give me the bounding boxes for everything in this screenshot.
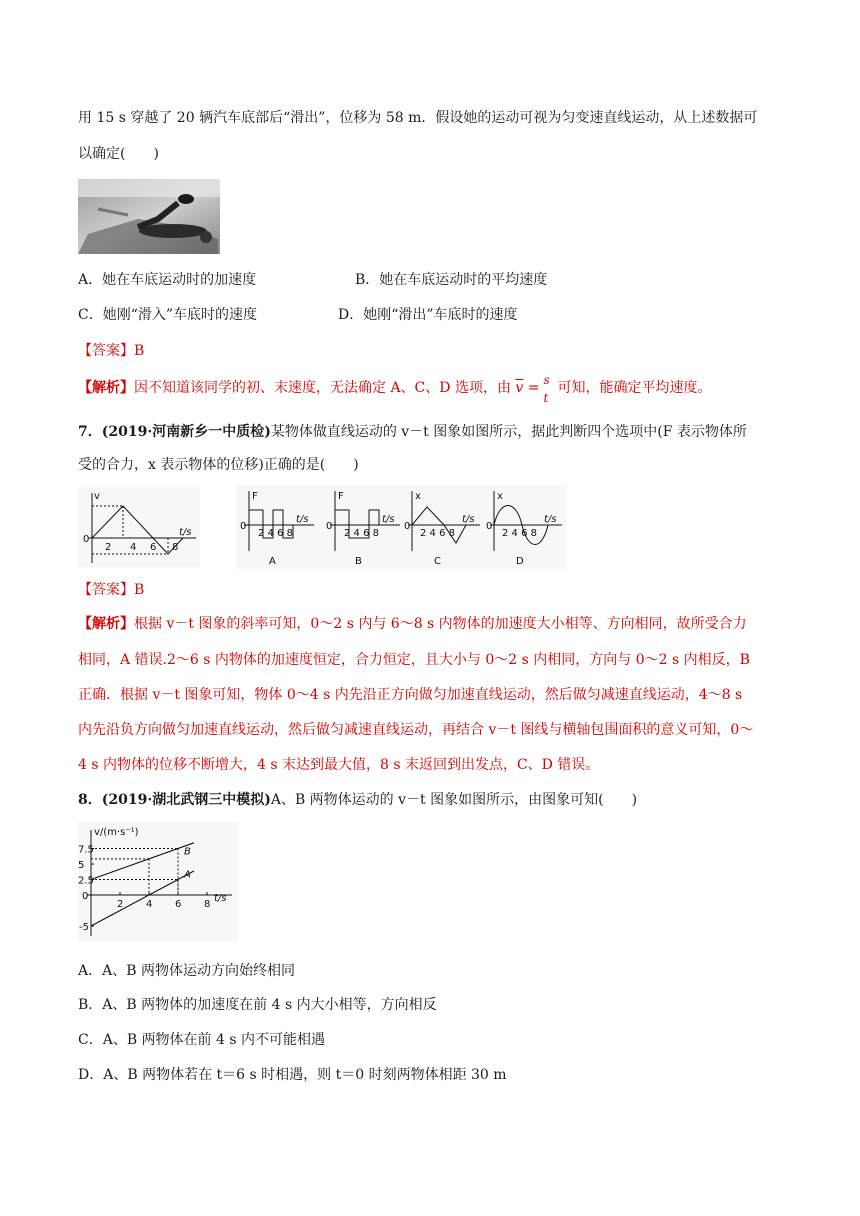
q7-option-graphs bbox=[236, 485, 566, 569]
q7-main-origin: 0 bbox=[83, 534, 90, 545]
q7-b-ticks: 2 4 6 8 bbox=[344, 528, 379, 539]
q7-header: 7．(2019·河南新乡一中质检) bbox=[78, 424, 271, 440]
q6-stem-line2: 以确定( ) bbox=[78, 146, 159, 162]
q7-stem-line2: 受的合力，x 表示物体的位移)正确的是( ) bbox=[78, 457, 359, 473]
q8-origin: 0 bbox=[82, 891, 89, 902]
q7-b-xlabel: t/s bbox=[382, 514, 395, 525]
q7-vt-graph bbox=[78, 487, 200, 567]
q6-option-b: B．她在车底运动时的平均速度 bbox=[355, 272, 548, 288]
q7-analysis-line1 bbox=[78, 614, 747, 634]
q7-d-origin: 0 bbox=[486, 521, 493, 532]
q6-stem-line1: 用 15 s 穿越了 20 辆汽车底部后“滑出”，位移为 58 m．假设她的运动可视为匀变速直线运动，从上述数据可 bbox=[78, 110, 758, 126]
q6-option-c: C．她刚“滑入”车底时的速度 bbox=[78, 307, 258, 323]
q6-analysis bbox=[78, 373, 712, 405]
q8-series-label-B: B bbox=[184, 846, 191, 858]
q7-main-ylabel: v bbox=[94, 491, 100, 502]
q7-c-xlabel: t/s bbox=[462, 514, 475, 525]
q7-main-tick-8: 8 bbox=[172, 542, 179, 553]
q7-a-ylabel: F bbox=[252, 491, 258, 502]
q8-stem-text: A、B 两物体运动的 v－t 图象如图所示，由图象可知( ) bbox=[270, 792, 638, 808]
q7-d-ylabel: x bbox=[497, 491, 503, 502]
q8-vt-chart bbox=[78, 822, 238, 942]
q6-option-a: A．她在车底运动时的加速度 bbox=[78, 272, 257, 288]
q7-a-origin: 0 bbox=[240, 521, 247, 532]
q7-answer: 【答案】B bbox=[78, 582, 145, 598]
q7-a-xlabel: t/s bbox=[296, 514, 309, 525]
q8-x-tick-label: 8 bbox=[204, 899, 211, 910]
q8-option-c: C．A、B 两物体在前 4 s 内不可能相遇 bbox=[78, 1032, 326, 1048]
q6-formula-eq: = bbox=[527, 380, 540, 396]
q6-formula-fraction bbox=[540, 373, 558, 405]
q8-y-tick-label: -5 bbox=[79, 922, 89, 933]
q8-y-tick-label: 7.5 bbox=[78, 844, 94, 856]
q7-analysis-text1: 根据 v－t 图象的斜率可知，0～2 s 内与 6～8 s 内物体的加速度大小相等、方向相同，故所受合力 bbox=[134, 616, 747, 632]
q7-analysis-line2: 相同，A 错误.2～6 s 内物体的加速度恒定，合力恒定，且大小与 0～2 s 内相同，方向与 0～2 s 内相反，B bbox=[78, 652, 750, 668]
q6-photo bbox=[78, 179, 220, 254]
q7-main-tick-4: 4 bbox=[130, 542, 137, 553]
q7-d-xlabel: t/s bbox=[544, 514, 557, 525]
q6-analysis-tag: 【解析】 bbox=[78, 380, 134, 396]
q6-answer: 【答案】B bbox=[78, 343, 145, 359]
q8-series-label-A: A bbox=[184, 869, 191, 881]
q7-c-origin: 0 bbox=[404, 521, 411, 532]
q7-a-ticks: 2 4 6 8 bbox=[258, 528, 293, 539]
q7-analysis-line5: 4 s 内物体的位移不断增大，4 s 末达到最大值，8 s 末返回到出发点，C、D 错误。 bbox=[78, 757, 600, 773]
q7-stem-text1: 某物体做直线运动的 v－t 图象如图所示，据此判断四个选项中(F 表示物体所 bbox=[270, 424, 747, 440]
q8-header: 8．(2019·湖北武钢三中模拟) bbox=[78, 792, 271, 808]
q8-x-tick-label: 4 bbox=[146, 899, 153, 910]
q7-a-letter: A bbox=[269, 556, 276, 567]
q8-stem bbox=[78, 790, 637, 810]
q6-option-d: D．她刚“滑出”车底时的速度 bbox=[338, 307, 518, 323]
q7-analysis-line4: 内先沿负方向做匀加速直线运动，然后做匀减速直线运动，再结合 v－t 图线与横轴包围面积的意义可知，0～ bbox=[78, 722, 754, 738]
q8-x-tick-label: 2 bbox=[117, 899, 124, 910]
q7-main-tick-2: 2 bbox=[105, 542, 112, 553]
q8-y-tick-label: 2.5 bbox=[78, 875, 94, 887]
q6-formula-num: s bbox=[543, 373, 550, 387]
q7-stem-line1 bbox=[78, 422, 747, 442]
q6-formula-den: t bbox=[543, 391, 549, 405]
q8-y-tick-label: 5 bbox=[78, 860, 85, 871]
q6-analysis-post: 可知，能确定平均速度。 bbox=[557, 380, 712, 396]
q7-main-tick-6: 6 bbox=[150, 542, 157, 553]
q7-d-letter: D bbox=[516, 556, 524, 567]
q7-c-letter: C bbox=[434, 556, 441, 567]
q8-option-d: D．A、B 两物体若在 t＝6 s 时相遇，则 t＝0 时刻两物体相距 30 m bbox=[78, 1067, 507, 1083]
q7-c-ylabel: x bbox=[415, 491, 421, 502]
q7-main-xlabel: t/s bbox=[179, 527, 192, 538]
q6-analysis-pre: 因不知道该同学的初、末速度，无法确定 A、C、D 选项，由 bbox=[134, 380, 511, 396]
q8-option-b: B．A、B 两物体的加速度在前 4 s 内大小相等，方向相反 bbox=[78, 997, 437, 1013]
q7-b-origin: 0 bbox=[326, 521, 333, 532]
q8-xlabel: t/s bbox=[214, 893, 227, 904]
q7-analysis-tag: 【解析】 bbox=[78, 616, 134, 632]
q7-analysis-line3: 正确．根据 v－t 图象可知，物体 0～4 s 内先沿正方向做匀加速直线运动，然后做匀减速直线运动，4～8 s bbox=[78, 687, 743, 703]
q8-ylabel: v/(m·s⁻¹) bbox=[94, 827, 139, 838]
q7-b-letter: B bbox=[355, 556, 362, 567]
q8-option-a: A．A、B 两物体运动方向始终相同 bbox=[78, 963, 295, 979]
q8-x-tick-label: 6 bbox=[175, 899, 182, 910]
q7-c-ticks: 2 4 6 8 bbox=[420, 528, 455, 539]
q7-d-ticks: 2 4 6 8 bbox=[502, 528, 537, 539]
q7-b-ylabel: F bbox=[338, 491, 344, 502]
q6-formula-v: $\overline{v}$ bbox=[515, 380, 524, 396]
